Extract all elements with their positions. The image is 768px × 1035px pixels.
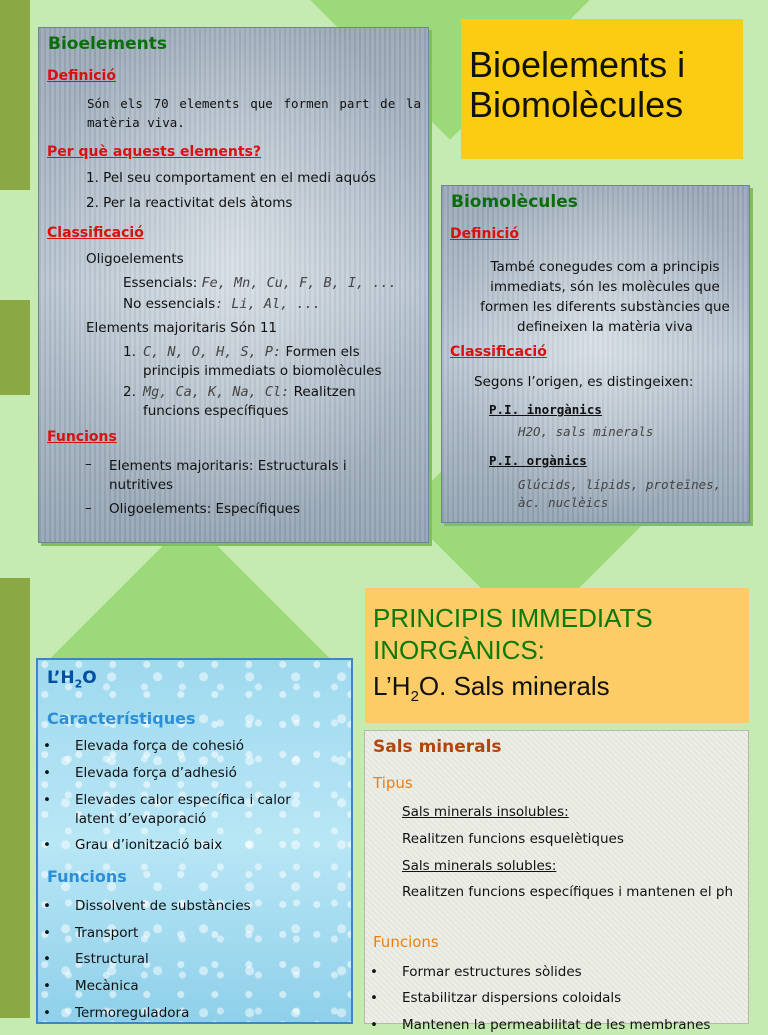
water-caract-item-3: • Elevades calor específica i calor latent d’evaporació bbox=[75, 791, 315, 829]
salts-insol-text: Realitzen funcions esquelètiques bbox=[402, 831, 624, 847]
water-caract-item-4: • Grau d’ionització baix bbox=[75, 836, 222, 855]
salts-sol-label: Sals minerals solubles: bbox=[402, 858, 557, 874]
pi-organics: P.I. orgànics bbox=[489, 453, 587, 468]
biomolecules-heading: Biomolècules bbox=[451, 192, 578, 212]
bioelements-panel bbox=[38, 27, 429, 543]
water-func-label: Funcions bbox=[47, 867, 127, 886]
salts-insol-label: Sals minerals insolubles: bbox=[402, 804, 569, 820]
water-heading-a: L’H bbox=[47, 668, 75, 688]
no-essencials-row bbox=[123, 295, 321, 314]
definicio-label: Definició bbox=[47, 68, 116, 84]
slide1-title-box bbox=[461, 19, 743, 159]
bioelements-heading: Bioelements bbox=[48, 34, 167, 54]
biomolecules-panel bbox=[441, 185, 750, 523]
slide2-title-line3 bbox=[373, 671, 610, 705]
funcions-label: Funcions bbox=[47, 429, 117, 445]
dash-icon: – bbox=[85, 456, 92, 472]
slide1-title: Bioelements i Biomolècules bbox=[469, 44, 686, 125]
essencials-row bbox=[123, 274, 397, 293]
water-caract-item-2: • Elevada força d’adhesió bbox=[75, 764, 237, 783]
majoritaris-1 bbox=[143, 343, 383, 381]
majoritaris-1-num: 1. bbox=[123, 344, 136, 360]
water-func-item-5: • Termoreguladora bbox=[75, 1004, 189, 1023]
slide2-title-line2: INORGÀNICS: bbox=[373, 635, 545, 665]
water-func-item-4: • Mecànica bbox=[75, 977, 139, 996]
salts-tipus-label: Tipus bbox=[373, 774, 413, 792]
salts-func-item-3: • Mantenen la permeabilitat de les membranes bbox=[402, 1016, 710, 1035]
biomol-classificacio-label: Classificació bbox=[450, 344, 547, 360]
salts-panel bbox=[364, 730, 749, 1033]
water-caract-item-1: • Elevada força de cohesió bbox=[75, 737, 244, 756]
origen-text: Segons l’origen, es distingeixen: bbox=[474, 374, 694, 390]
dash-icon: – bbox=[85, 500, 92, 516]
left-stripe-top bbox=[0, 0, 30, 190]
majoritaris-2-text: Realitzen funcions específiques bbox=[143, 384, 356, 419]
water-func-item-2: • Transport bbox=[75, 924, 138, 943]
biomol-definicio-text: També conegudes com a principis immediats, són les molècules que formen les diferents substàncies que defineixen la matèria viva bbox=[480, 259, 730, 335]
water-heading bbox=[47, 668, 97, 690]
oligo-label: Oligoelements bbox=[86, 251, 184, 267]
left-stripe-lower bbox=[0, 300, 30, 395]
left-stripe-slide2 bbox=[0, 578, 30, 1018]
salts-sol-text: Realitzen funcions específiques i mantenen el ph bbox=[402, 884, 734, 900]
majoritaris-2-num: 2. bbox=[123, 384, 136, 400]
pi-inorganics: P.I. inorgànics bbox=[489, 402, 602, 417]
water-panel bbox=[36, 658, 353, 1024]
slide2-title-sub: 2 bbox=[410, 688, 419, 706]
biomol-definicio-label: Definició bbox=[450, 226, 519, 242]
funcions-item-1: Elements majoritaris: Estructurals i nutritives bbox=[109, 458, 347, 493]
slide2-title-line1: PRINCIPIS IMMEDIATS bbox=[373, 603, 653, 633]
water-heading-b: O bbox=[82, 668, 97, 688]
funcions-item-2: Oligoelements: Específiques bbox=[109, 501, 301, 517]
why-item-2: 2. Per la reactivitat dels àtoms bbox=[86, 195, 293, 211]
water-caract-label: Característiques bbox=[47, 709, 196, 728]
water-heading-sub: 2 bbox=[74, 677, 83, 691]
majoritaris-1-text: Formen els principis immediats o biomolècules bbox=[143, 344, 382, 379]
slide2-title-box bbox=[365, 588, 749, 723]
no-essencials-list: : Li, Al, ... bbox=[215, 296, 321, 312]
majoritaris-2-list: Mg, Ca, K, Na, Cl: bbox=[143, 384, 290, 400]
classificacio-label: Classificació bbox=[47, 225, 144, 241]
slide2-title-l3b: O. Sals minerals bbox=[418, 671, 610, 701]
salts-func-item-2: • Estabilitzar dispersions coloidals bbox=[402, 989, 621, 1008]
essencials-list: Fe, Mn, Cu, F, B, I, ... bbox=[201, 275, 397, 291]
essencials-label: Essencials: bbox=[123, 275, 198, 291]
why-label: Per què aquests elements? bbox=[47, 144, 262, 160]
majoritaris-label: Elements majoritaris Són 11 bbox=[86, 320, 277, 336]
water-func-item-3: • Estructural bbox=[75, 950, 149, 969]
water-func-item-1: • Dissolvent de substàncies bbox=[75, 897, 251, 916]
majoritaris-2 bbox=[143, 383, 383, 421]
why-item-1: 1. Pel seu comportament en el medi aquós bbox=[86, 170, 376, 186]
salts-func-item-1: • Formar estructures sòlides bbox=[402, 963, 582, 982]
pi-organics-examples: Glúcids, lípids, proteïnes, àc. nuclèics bbox=[518, 477, 722, 510]
salts-func-label: Funcions bbox=[373, 933, 439, 951]
no-essencials-label: No essencials bbox=[123, 296, 216, 312]
definicio-text: Són els 70 elements que formen part de la matèria viva. bbox=[87, 96, 421, 130]
slide2-title-l3a: L’H bbox=[373, 671, 411, 701]
salts-heading: Sals minerals bbox=[373, 737, 502, 757]
majoritaris-1-list: C, N, O, H, S, P: bbox=[143, 344, 282, 360]
pi-inorganics-examples: H2O, sals minerals bbox=[518, 424, 654, 439]
